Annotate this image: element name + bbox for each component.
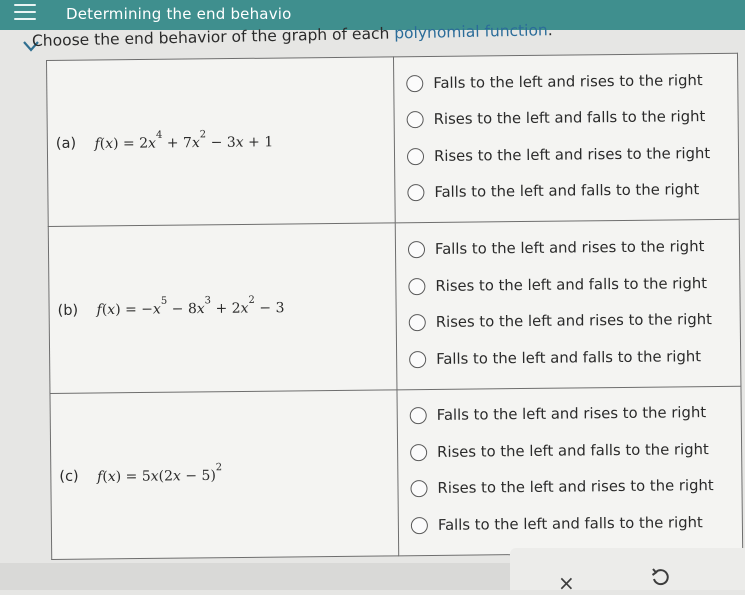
equation-a: (a) $f(x) = 2x^4 + 7x^2 - 3x + 1$ — [55, 129, 274, 153]
option-label: Rises to the left and falls to the right — [437, 440, 709, 461]
radio-button[interactable] — [410, 444, 427, 461]
radio-button[interactable] — [407, 148, 424, 165]
option-a-3[interactable] — [395, 135, 738, 175]
option-a-1[interactable] — [394, 62, 737, 102]
option-label: Rises to the left and falls to the right — [435, 274, 708, 295]
instruction-suffix: . — [547, 21, 553, 40]
answer-toolbox — [510, 548, 745, 590]
option-c-2[interactable] — [398, 431, 741, 471]
option-label: Falls to the left and rises to the right — [434, 238, 705, 259]
radio-button[interactable] — [409, 314, 426, 331]
option-c-4[interactable] — [399, 504, 742, 544]
radio-button[interactable] — [408, 241, 425, 258]
radio-button[interactable] — [407, 184, 424, 201]
option-a-2[interactable] — [394, 98, 737, 138]
table-row — [47, 53, 740, 227]
option-a-4[interactable] — [395, 171, 738, 211]
row-label: (c) — [59, 468, 79, 486]
option-label: Falls to the left and falls to the right — [434, 181, 700, 202]
close-icon[interactable]: × — [558, 571, 575, 595]
option-label: Falls to the left and rises to the right — [433, 71, 703, 92]
row-label: (b) — [57, 302, 79, 319]
options-cell — [393, 53, 739, 223]
undo-icon[interactable] — [650, 567, 670, 587]
equation-b: (b) $f(x) = -x^5 - 8x^3 + 2x^2 - 3$ — [57, 294, 285, 319]
equation-c: (c) $f(x) = 5x(2x - 5)^2$ — [59, 461, 223, 486]
option-label: Falls to the left and rises to the right — [436, 404, 707, 425]
radio-button[interactable] — [411, 517, 428, 534]
polynomial-function-link[interactable]: polynomial function — [394, 21, 548, 43]
page-title: Determining the end behavio — [66, 5, 292, 23]
option-label: Rises to the left and falls to the right — [433, 108, 706, 129]
radio-button[interactable] — [406, 75, 423, 92]
radio-button[interactable] — [410, 480, 427, 497]
equation-cell — [50, 389, 399, 559]
radio-button[interactable] — [410, 407, 427, 424]
option-c-1[interactable] — [398, 394, 741, 434]
option-label: Rises to the left and rises to the right — [433, 144, 711, 165]
option-label: Falls to the left and falls to the right — [436, 347, 702, 368]
radio-button[interactable] — [409, 351, 426, 368]
option-c-3[interactable] — [398, 467, 741, 507]
option-label: Rises to the left and rises to the right — [437, 477, 714, 498]
options-cell — [397, 386, 743, 556]
radio-button[interactable] — [407, 111, 424, 128]
option-b-1[interactable] — [396, 228, 739, 268]
table-row — [48, 220, 741, 394]
option-b-4[interactable] — [397, 338, 740, 378]
table-row — [50, 386, 743, 560]
option-label: Falls to the left and falls to the right — [437, 514, 703, 534]
row-label: (a) — [55, 136, 77, 153]
option-label: Rises to the left and rises to the right — [435, 311, 712, 332]
instruction-prefix: Choose the end behavior of the graph of each — [31, 24, 395, 50]
options-cell — [395, 220, 741, 390]
equation-cell — [47, 57, 396, 227]
radio-button[interactable] — [408, 278, 425, 295]
option-b-3[interactable] — [397, 301, 740, 341]
option-b-2[interactable] — [396, 265, 739, 305]
question-table — [46, 53, 743, 560]
equation-cell — [48, 223, 397, 393]
menu-icon[interactable] — [14, 4, 36, 22]
